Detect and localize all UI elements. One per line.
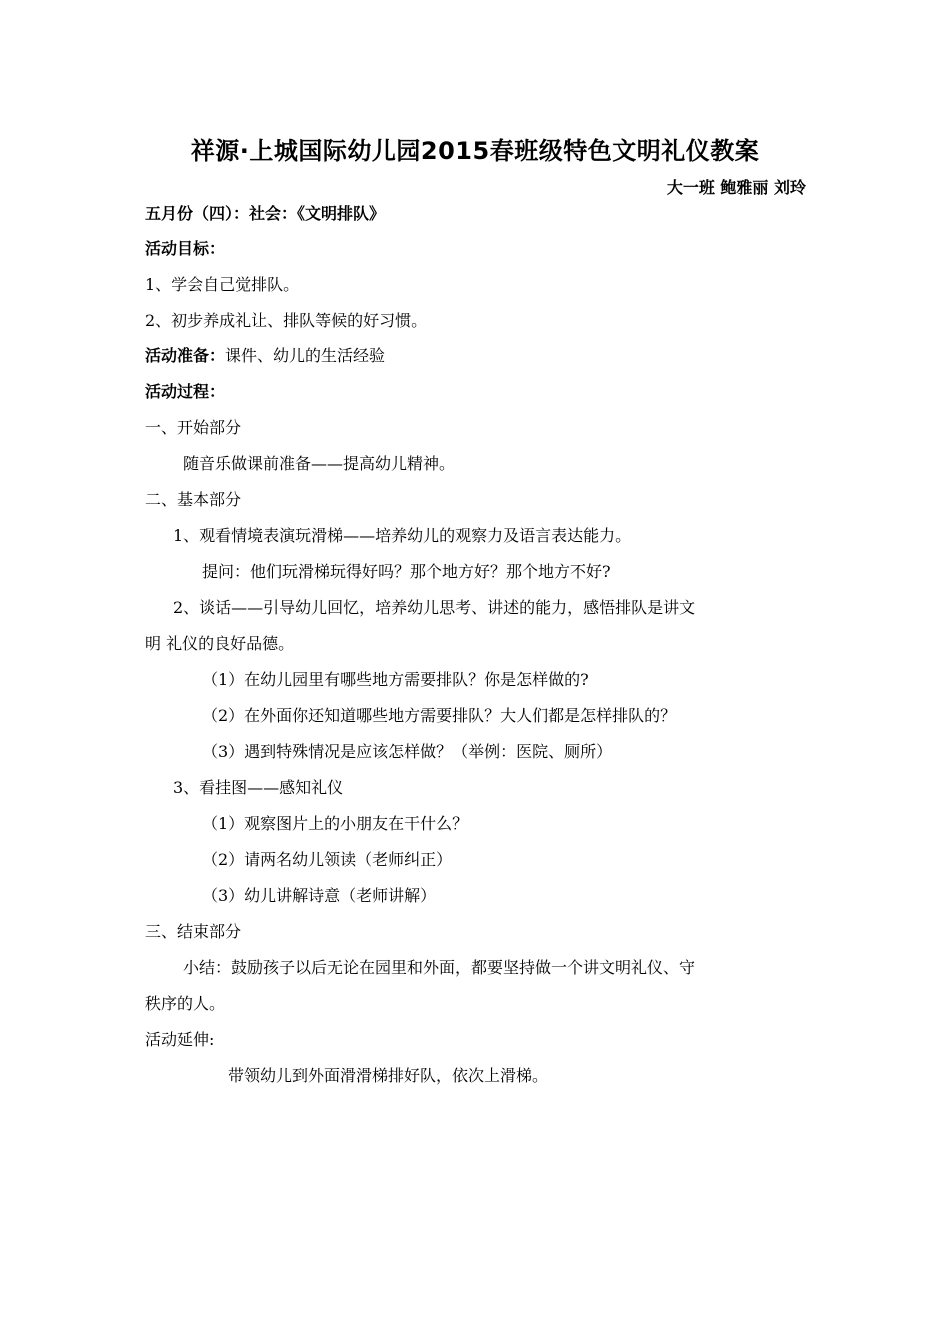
- part2-item2-sub: （2）在外面你还知道哪些地方需要排队？大人们都是怎样排队的？: [202, 706, 677, 725]
- part2-item3-sub: （2）请两名幼儿领读（老师纠正）: [202, 850, 453, 869]
- extension-heading: 活动延伸:: [145, 1030, 215, 1049]
- part2-item2-line1: 2、谈话——引导幼儿回忆，培养幼儿思考、讲述的能力，感悟排队是讲文: [173, 598, 696, 617]
- part2-item3: 3、看挂图——感知礼仪: [173, 778, 344, 797]
- extension-text: 带领幼儿到外面滑滑梯排好队，依次上滑梯。: [228, 1066, 549, 1085]
- part3-text-line2: 秩序的人。: [145, 994, 226, 1013]
- subject-line: 五月份（四）：社会：《文明排队》: [145, 204, 386, 223]
- part2-heading: 二、基本部分: [145, 490, 242, 509]
- part2-item1: 1、观看情境表演玩滑梯——培养幼儿的观察力及语言表达能力。: [173, 526, 632, 545]
- part2-item2-sub: （1）在幼儿园里有哪些地方需要排队？你是怎样做的?: [202, 670, 589, 689]
- part1-text: 随音乐做课前准备——提高幼儿精神。: [183, 454, 456, 473]
- document-title: 祥源·上城国际幼儿园2015春班级特色文明礼仪教案: [190, 137, 760, 165]
- part2-item2-sub: （3）遇到特殊情况是应该怎样做？（举例：医院、厕所）: [202, 742, 613, 761]
- process-heading: 活动过程：: [145, 382, 226, 401]
- part2-item3-sub: （1）观察图片上的小朋友在干什么？: [202, 814, 469, 833]
- part1-heading: 一、开始部分: [145, 418, 242, 437]
- goal-item: 1、学会自己觉排队。: [145, 275, 300, 294]
- goal-item: 2、初步养成礼让、排队等候的好习惯。: [145, 311, 428, 330]
- part2-item3-sub: （3）幼儿讲解诗意（老师讲解）: [202, 886, 437, 905]
- part3-heading: 三、结束部分: [145, 922, 242, 941]
- goals-heading: 活动目标：: [145, 239, 226, 258]
- prep-text: 课件、幼儿的生活经验: [225, 346, 386, 365]
- prep-line: [145, 344, 385, 368]
- part2-item2-line2: 明 礼仪的良好品德。: [145, 634, 295, 653]
- prep-label: 活动准备：: [145, 346, 226, 365]
- author-line: 大一班 鲍雅丽 刘玲: [666, 178, 806, 197]
- part2-item1-question: 提问：他们玩滑梯玩得好吗？那个地方好？那个地方不好?: [202, 562, 611, 581]
- part3-text-line1: 小结：鼓励孩子以后无论在园里和外面，都要坚持做一个讲文明礼仪、守: [183, 958, 696, 977]
